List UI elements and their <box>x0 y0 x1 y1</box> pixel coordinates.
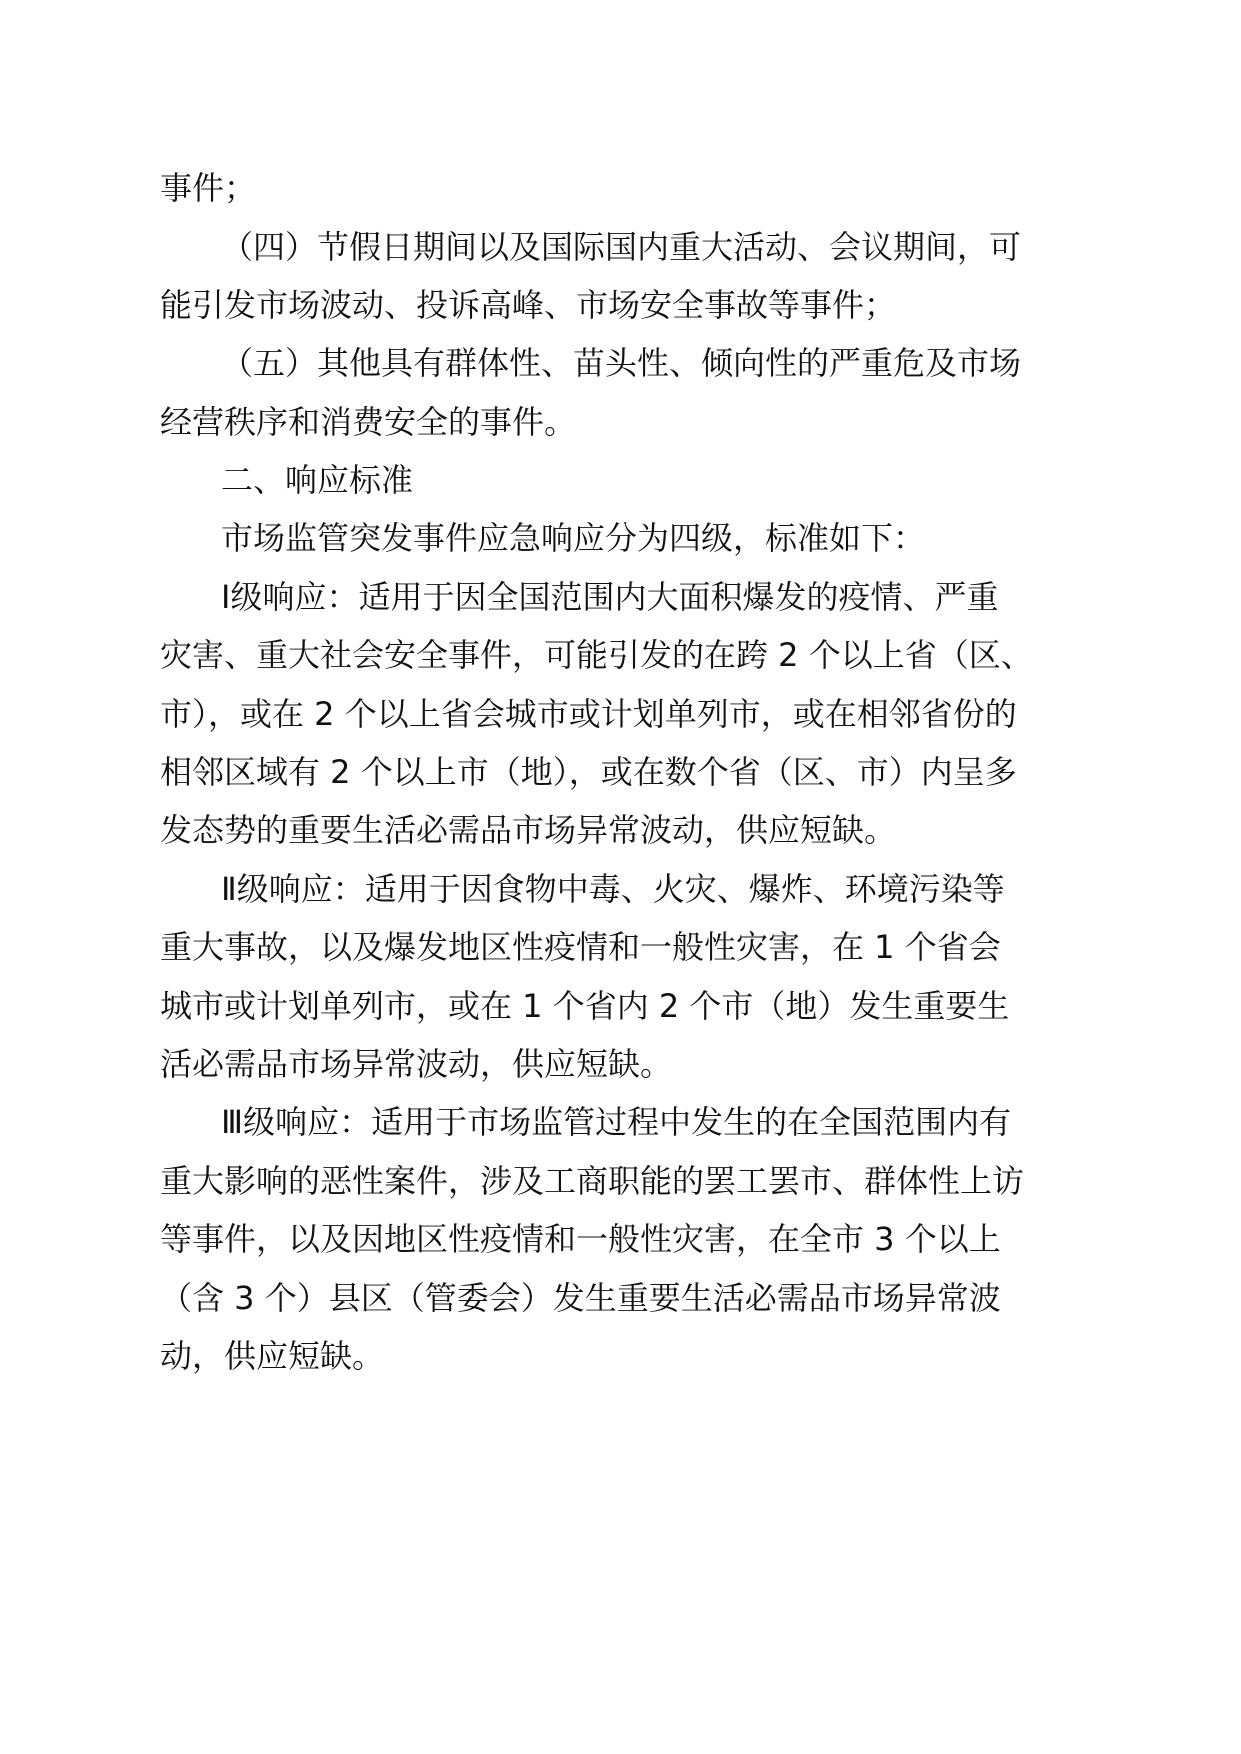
text-line: Ⅱ级响应：适用于因食物中毒、火灾、爆炸、环境污染等 <box>221 870 1005 908</box>
text-line: 城市或计划单列市，或在 1 个省内 2 个市（地）发生重要生 <box>160 987 1010 1025</box>
text-line: （含 3 个）县区（管委会）发生重要生活必需品市场异常波 <box>160 1279 1001 1317</box>
text-line: 活必需品市场异常波动，供应短缺。 <box>160 1045 673 1083</box>
text-line: 相邻区域有 2 个以上市（地），或在数个省（区、市）内呈多 <box>160 753 1017 791</box>
text-line: （四）节假日期间以及国际国内重大活动、会议期间，可 <box>221 228 1022 266</box>
section-heading: 二、响应标准 <box>221 461 414 499</box>
text-line: 市），或在 2 个以上省会城市或计划单列市，或在相邻省份的 <box>160 695 1017 733</box>
text-line: 事件； <box>160 169 257 207</box>
text-line: Ⅰ级响应：适用于因全国范围内大面积爆发的疫情、严重 <box>221 578 999 616</box>
text-line: （五）其他具有群体性、苗头性、倾向性的严重危及市场 <box>221 344 1022 382</box>
text-line: 能引发市场波动、投诉高峰、市场安全事故等事件； <box>160 286 897 324</box>
text-line: 灾害、重大社会安全事件，可能引发的在跨 2 个以上省（区、 <box>160 636 1033 674</box>
text-line: 经营秩序和消费安全的事件。 <box>160 403 577 441</box>
text-line: Ⅲ级响应：适用于市场监管过程中发生的在全国范围内有 <box>221 1103 1012 1141</box>
text-line: 等事件，以及因地区性疫情和一般性灾害，在全市 3 个以上 <box>160 1220 1001 1258</box>
text-line: 重大事故，以及爆发地区性疫情和一般性灾害，在 1 个省会 <box>160 928 1001 966</box>
text-line: 重大影响的恶性案件，涉及工商职能的罢工罢市、群体性上访 <box>160 1162 1025 1200</box>
text-line: 市场监管突发事件应急响应分为四级，标准如下： <box>221 519 926 557</box>
text-line: 发态势的重要生活必需品市场异常波动，供应短缺。 <box>160 811 897 849</box>
text-line: 动，供应短缺。 <box>160 1337 385 1375</box>
